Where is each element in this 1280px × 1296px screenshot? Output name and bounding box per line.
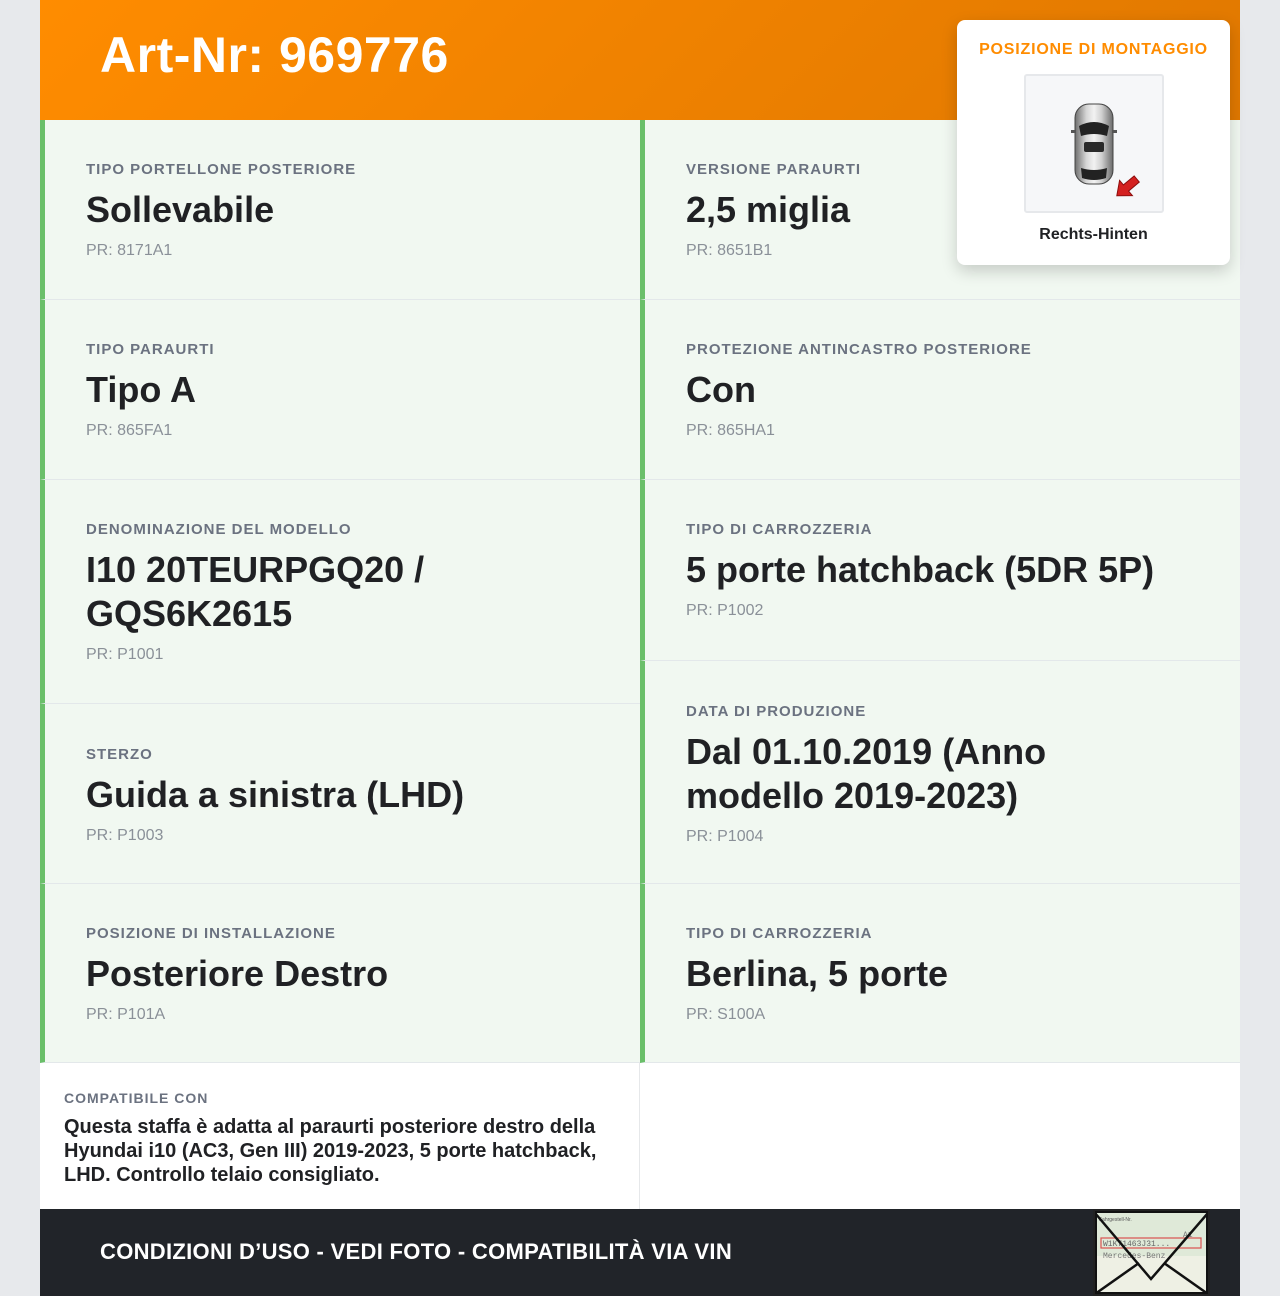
spec-label: TIPO DI CARROZZERIA (686, 521, 873, 538)
spec-pr-code: PR: P1004 (686, 828, 764, 845)
spec-label: DATA DI PRODUZIONE (686, 703, 867, 720)
spec-value: 5 porte hatchback (5DR 5P) (686, 549, 1155, 590)
spec-pr-code: PR: P1002 (686, 602, 764, 619)
footer-bar (40, 1209, 1240, 1296)
spec-pr-code: PR: P1003 (86, 827, 164, 844)
svg-text:A1: A1 (1183, 1231, 1193, 1240)
spec-value: Tipo A (86, 369, 196, 410)
spec-cell-body-style (640, 884, 1240, 1063)
car-position-image[interactable] (1024, 74, 1164, 213)
spec-value: Guida a sinistra (LHD) (86, 774, 465, 815)
spec-label: DENOMINAZIONE DEL MODELLO (86, 521, 352, 538)
spec-label: PROTEZIONE ANTINCASTRO POSTERIORE (686, 341, 1032, 358)
footer-links[interactable]: CONDIZIONI D’USO - VEDI FOTO - COMPATIBILITÀ VIA VIN (100, 1239, 733, 1264)
svg-text:Fahrgestell-Nr.: Fahrgestell-Nr. (1099, 1217, 1132, 1223)
spec-pr-code: PR: 865FA1 (86, 422, 173, 439)
spec-value: Berlina, 5 porte (686, 953, 949, 994)
spec-cell-underride-protection (640, 300, 1240, 480)
spec-label: TIPO PORTELLONE POSTERIORE (86, 161, 357, 178)
spec-pr-code: PR: S100A (686, 1006, 766, 1023)
svg-text:Mercedes-Benz: Mercedes-Benz (1103, 1252, 1166, 1261)
mounting-position-label: Rechts-Hinten (1039, 226, 1148, 243)
spec-value: I10 20TEURPGQ20 / GQS6K2615 (86, 549, 425, 634)
compatibility-label: COMPATIBILE CON (64, 1090, 209, 1106)
spec-pr-code: PR: 8171A1 (86, 242, 173, 259)
spec-label: POSIZIONE DI INSTALLAZIONE (86, 925, 336, 942)
spec-cell-steering (40, 704, 640, 884)
spec-label: TIPO DI CARROZZERIA (686, 925, 873, 942)
compatibility-text: Questa staffa è adatta al paraurti posteriore destro della Hyundai i10 (AC3, Gen III) 2019-2023, 5 porte hatchback, LHD. Controllo telaio consigliato. (64, 1116, 597, 1186)
spec-label: STERZO (86, 746, 153, 763)
spec-label: TIPO PARAURTI (86, 341, 215, 358)
spec-cell-production-date (640, 661, 1240, 884)
spec-value: 2,5 miglia (686, 189, 851, 230)
spec-value: Posteriore Destro (86, 953, 389, 994)
car-top-view-icon (1026, 76, 1162, 211)
product-sheet (40, 0, 1240, 1296)
article-number-title: Art-Nr: 969776 (100, 27, 449, 83)
spec-pr-code: PR: 8651B1 (686, 242, 773, 259)
spec-cell-install-position (40, 884, 640, 1063)
spec-pr-code: PR: 865HA1 (686, 422, 775, 439)
compatibility-section (40, 1063, 640, 1209)
vin-envelope-thumbnail[interactable] (1093, 1209, 1210, 1296)
spec-cell-tailgate (40, 120, 640, 300)
spec-cell-body-type (640, 480, 1240, 661)
svg-text:W1K71463J31...: W1K71463J31... (1103, 1240, 1171, 1249)
mounting-position-card (957, 20, 1230, 265)
spec-cell-bumper-type (40, 300, 640, 480)
spec-column-left (40, 120, 640, 1063)
spec-value: Con (686, 369, 756, 410)
spec-value: Sollevabile (86, 189, 275, 230)
spec-value: Dal 01.10.2019 (Anno modello 2019-2023) (686, 731, 1047, 816)
mounting-position-title: POSIZIONE DI MONTAGGIO (979, 41, 1208, 58)
spec-cell-model-name (40, 480, 640, 704)
spec-pr-code: PR: P101A (86, 1006, 166, 1023)
spec-pr-code: PR: P1001 (86, 646, 164, 663)
spec-label: VERSIONE PARAURTI (686, 161, 862, 178)
envelope-icon (1095, 1211, 1208, 1294)
